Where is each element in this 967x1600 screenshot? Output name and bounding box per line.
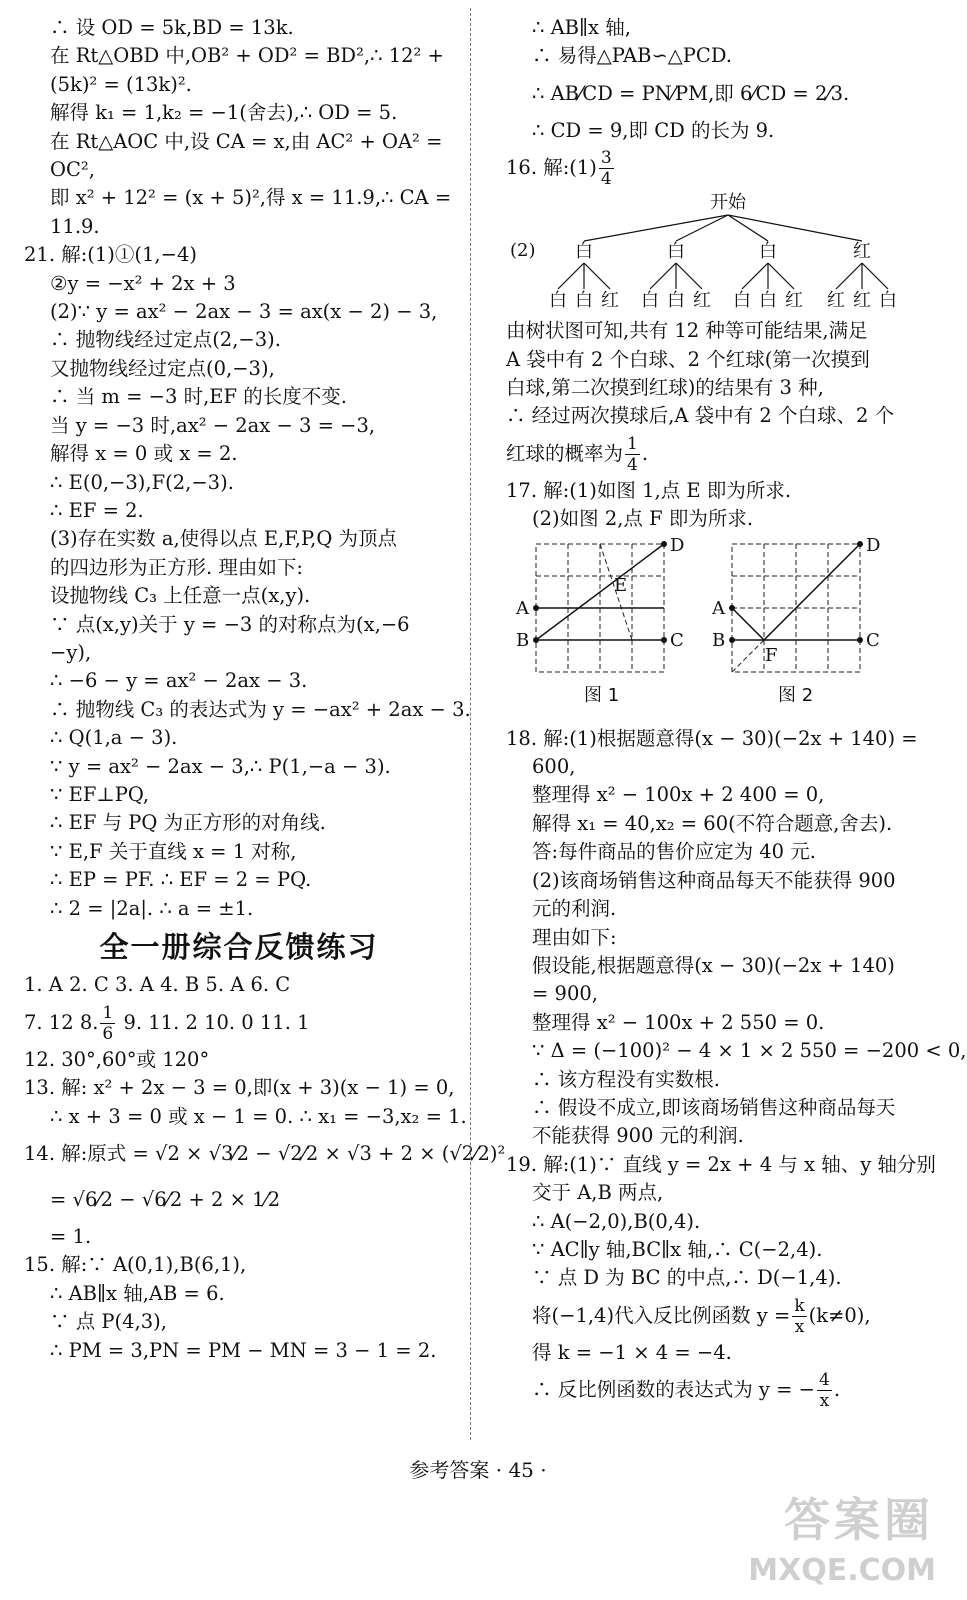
fraction-denominator: 4 — [600, 169, 612, 190]
right-column — [506, 14, 967, 1413]
fraction-denominator: x — [794, 1316, 805, 1337]
question-15-heading: 15. 解:∵ A(0,1),B(6,1), — [24, 1253, 247, 1277]
text-span: 红球的概率为 — [506, 441, 624, 465]
question-13-heading: 13. 解: x² + 2x − 3 = 0,即(x + 3)(x − 1) = 0, — [24, 1076, 455, 1100]
fraction-numerator: 1 — [102, 1002, 114, 1023]
tree-leaf: 红 — [601, 290, 619, 312]
figure-1-caption: 图 1 — [584, 684, 620, 706]
text-line: 设抛物线 C₃ 上任意一点(x,y). — [50, 584, 311, 608]
text-line: ∴ 易得△PAB∽△PCD. — [532, 44, 732, 68]
text-line: ∵ y = ax² − 2ax − 3,∴ P(1,−a − 3). — [50, 754, 391, 778]
question-label: 16. 解:(1) — [506, 156, 597, 180]
text-line: ∵ EF⊥PQ, — [50, 782, 150, 806]
text-line: ∴ −6 − y = ax² − 2ax − 3. — [50, 669, 308, 693]
text-line: 解得 x₁ = 40,x₂ = 60(不符合题意,舍去). — [532, 811, 893, 835]
text-line: A 袋中有 2 个白球、2 个红球(第一次摸到 — [506, 347, 870, 371]
text-line: 答:每件商品的售价应定为 40 元. — [532, 840, 816, 864]
text-line: ∴ 经过两次摸球后,A 袋中有 2 个白球、2 个 — [506, 404, 895, 428]
text-line: 解得 k₁ = 1,k₂ = −1(舍去),∴ OD = 5. — [50, 101, 398, 125]
point-d-label: D — [670, 534, 685, 556]
point-b-label: B — [516, 629, 530, 651]
answers-text: 9. 11. 2 10. 0 11. 1 — [117, 1010, 310, 1034]
tree-root: 开始 — [710, 192, 746, 214]
text-line: 白球,第二次摸到红球)的结果有 3 种, — [506, 376, 824, 400]
tree-leaf: 白 — [733, 290, 751, 312]
text-line: 不能获得 900 元的利润. — [532, 1124, 744, 1148]
text-line: (2)如图 2,点 F 即为所求. — [532, 507, 754, 531]
tree-node: 白 — [575, 241, 593, 263]
tree-node: 红 — [853, 241, 871, 263]
page-footer: 参考答案 · 45 · — [409, 1458, 547, 1482]
watermark-text: 答案圈 — [784, 1493, 934, 1547]
tree-leaf: 白 — [667, 290, 685, 312]
text-line: ∴ 当 m = −3 时,EF 的长度不变. — [50, 385, 347, 409]
answers-text: 7. 12 8. — [24, 1010, 99, 1034]
tree-node: 白 — [667, 241, 685, 263]
text-line: (5k)² = (13k)². — [50, 72, 192, 96]
text-line: ∵ 点 D 为 BC 的中点,∴ D(−1,4). — [532, 1266, 842, 1290]
watermark-url: MXQE.COM — [748, 1553, 936, 1588]
text-line: ∴ AB∥x 轴, — [532, 16, 631, 39]
tree-leaf: 红 — [785, 290, 803, 312]
point-e-label: E — [614, 574, 628, 596]
point-b-label: B — [712, 629, 726, 651]
text-line: ∵ 点(x,y)关于 y = −3 的对称点为(x,−6 — [50, 612, 410, 636]
tree-leaf: 红 — [827, 290, 845, 312]
text-line: 红球的概率为 $\frac{1}{4}$ . — [506, 433, 649, 475]
text-line: 即 x² + 12² = (x + 5)²,得 x = 11.9,∴ CA = — [50, 186, 452, 210]
text-line: ∴ 设 OD = 5k,BD = 13k. — [50, 16, 294, 39]
text-line: OC², — [50, 158, 95, 182]
answers-row-1: 1. A 2. C 3. A 4. B 5. A 6. C — [24, 973, 291, 997]
text-line: ∴ AB∥x 轴,AB = 6. — [50, 1281, 225, 1305]
text-line: ∴ 2 = |2a|. ∴ a = ±1. — [50, 896, 254, 920]
fraction — [599, 148, 614, 189]
text-line: 11.9. — [50, 214, 100, 238]
text-line: 当 y = −3 时,ax² − 2ax − 3 = −3, — [50, 413, 376, 437]
text-line: ∴ CD = 9,即 CD 的长为 9. — [532, 118, 775, 142]
text-line: 整理得 x² − 100x + 2 400 = 0, — [532, 783, 825, 807]
text-line: (2)该商场销售这种商品每天不能获得 900 — [532, 868, 896, 892]
question-18-heading: 18. 解:(1)根据题意得(x − 30)(−2x + 140) = — [506, 726, 918, 750]
fraction-numerator: 3 — [600, 148, 612, 169]
tree-leaf: 红 — [693, 290, 711, 312]
question-17-heading: 17. 解:(1)如图 1,点 E 即为所求. — [506, 478, 792, 502]
text-line: 600, — [532, 755, 576, 779]
figure-2-caption: 图 2 — [778, 684, 814, 706]
text-line: 交于 A,B 两点, — [532, 1181, 664, 1205]
question-16-heading — [506, 145, 932, 191]
fraction — [817, 1370, 832, 1411]
text-span: . — [833, 1378, 841, 1402]
point-c-label: C — [866, 629, 880, 651]
fraction-numerator: k — [794, 1295, 805, 1316]
text-line: 假设能,根据题意得(x − 30)(−2x + 140) — [532, 953, 895, 977]
watermark-logo — [732, 1482, 942, 1592]
point-f-label: F — [765, 644, 778, 666]
text-line: 在 Rt△OBD 中,OB² + OD² = BD²,∴ 12² + — [50, 44, 444, 68]
tree-leaf: 白 — [759, 290, 777, 312]
tree-leaf: 白 — [641, 290, 659, 312]
text-line — [506, 1367, 932, 1413]
question-21-heading: 21. 解:(1)①(1,−4) — [24, 243, 197, 267]
text-span: 将(−1,4)代入反比例函数 y = — [532, 1303, 791, 1327]
left-column — [24, 14, 506, 1365]
point-a-label: A — [712, 597, 725, 619]
text-line: 由树状图可知,共有 12 种等可能结果,满足 — [506, 319, 868, 343]
fraction — [625, 434, 640, 475]
fraction-numerator: 1 — [627, 433, 638, 454]
question-19-heading: 19. 解:(1)∵ 直线 y = 2x + 4 与 x 轴、y 轴分别 — [506, 1152, 936, 1176]
text-span: ∴ 反比例函数的表达式为 y = − — [532, 1378, 815, 1402]
text-line: 又抛物线经过定点(0,−3), — [50, 356, 275, 380]
fraction — [792, 1296, 806, 1337]
text-line: ∴ 假设不成立,即该商场销售这种商品每天 — [532, 1095, 896, 1119]
text-line: 解得 x = 0 或 x = 2. — [50, 442, 238, 466]
tree-node: 白 — [759, 241, 777, 263]
section-title: 全一册综合反馈练习 — [99, 930, 379, 964]
fraction-denominator: x — [819, 1391, 830, 1412]
text-line: ∴ EF 与 PQ 为正方形的对角线. — [50, 811, 326, 835]
fraction-denominator: 4 — [627, 454, 638, 475]
column-divider — [470, 8, 471, 1440]
text-line: ∴ 该方程没有实数根. — [532, 1067, 720, 1091]
fraction-numerator: 4 — [819, 1370, 830, 1391]
text-line: ∵ Δ = (−100)² − 4 × 1 × 2 550 = −200 < 0, — [532, 1039, 967, 1063]
text-line: (3)存在实数 a,使得以点 E,F,P,Q 为顶点 — [50, 527, 398, 551]
tree-leaf: 白 — [575, 290, 593, 312]
point-c-label: C — [670, 629, 684, 651]
text-line: ∴ 抛物线经过定点(2,−3). — [50, 328, 281, 352]
text-line: = 1. — [50, 1225, 92, 1249]
text-line: −y), — [50, 640, 92, 664]
text-line: (2)∵ y = ax² − 2ax − 3 = ax(x − 2) − 3, — [50, 300, 438, 324]
text-line: ∴ PM = 3,PN = PM − MN = 3 − 1 = 2. — [50, 1338, 437, 1362]
text-line: ∵ E,F 关于直线 x = 1 对称, — [50, 839, 297, 863]
text-span: (k≠0), — [808, 1303, 871, 1327]
answers-row-3: 12. 30°,60°或 120° — [24, 1047, 210, 1071]
text-line: ∴ Q(1,a − 3). — [50, 726, 178, 750]
text-line: ∴ EP = PF. ∴ EF = 2 = PQ. — [50, 868, 312, 892]
point-a-label: A — [516, 597, 529, 619]
text-line: = √6⁄2 − √6⁄2 + 2 × 1⁄2 — [50, 1188, 281, 1212]
question-14-heading: 14. 解:原式 = √2 × √3⁄2 − √2⁄2 × √3 + 2 × (√2⁄2)² — [24, 1142, 506, 1166]
text-line: 理由如下: — [532, 925, 617, 949]
answers-row-2 — [24, 1000, 454, 1046]
fraction-denominator: 6 — [102, 1023, 114, 1044]
text-line: ∵ AC∥y 轴,BC∥x 轴,∴ C(−2,4). — [532, 1237, 823, 1261]
text-line: ②y = −x² + 2x + 3 — [50, 271, 236, 295]
text-line: ∴ A(−2,0),B(0,4). — [532, 1209, 701, 1233]
text-line: 整理得 x² − 100x + 2 550 = 0. — [532, 1010, 825, 1034]
text-line: ∵ 点 P(4,3), — [50, 1310, 167, 1334]
part-2-label: (2) — [510, 240, 536, 262]
tree-diagram — [506, 193, 932, 317]
text-line: ∴ EF = 2. — [50, 498, 144, 522]
text-line: ∴ AB⁄CD = PN⁄PM,即 6⁄CD = 2⁄3. — [532, 81, 850, 105]
geometry-figures — [506, 534, 932, 725]
text-line: 得 k = −1 × 4 = −4. — [532, 1340, 732, 1364]
text-line: ∴ E(0,−3),F(2,−3). — [50, 470, 234, 494]
tree-leaf: 白 — [549, 290, 567, 312]
fraction — [100, 1003, 115, 1044]
tree-leaf: 红 — [853, 290, 871, 312]
text-line: ∴ x + 3 = 0 或 x − 1 = 0. ∴ x₁ = −3,x₂ = 1. — [50, 1104, 467, 1128]
tree-leaf: 白 — [879, 290, 897, 312]
text-line: 的四边形为正方形. 理由如下: — [50, 555, 303, 579]
text-line: ∴ 抛物线 C₃ 的表达式为 y = −ax² + 2ax − 3. — [50, 697, 471, 721]
text-line: 元的利润. — [532, 897, 617, 921]
text-line: = 900, — [532, 982, 598, 1006]
text-line: 在 Rt△AOC 中,设 CA = x,由 AC² + OA² = — [50, 129, 443, 153]
point-d-label: D — [866, 534, 881, 556]
text-line — [506, 1293, 932, 1339]
